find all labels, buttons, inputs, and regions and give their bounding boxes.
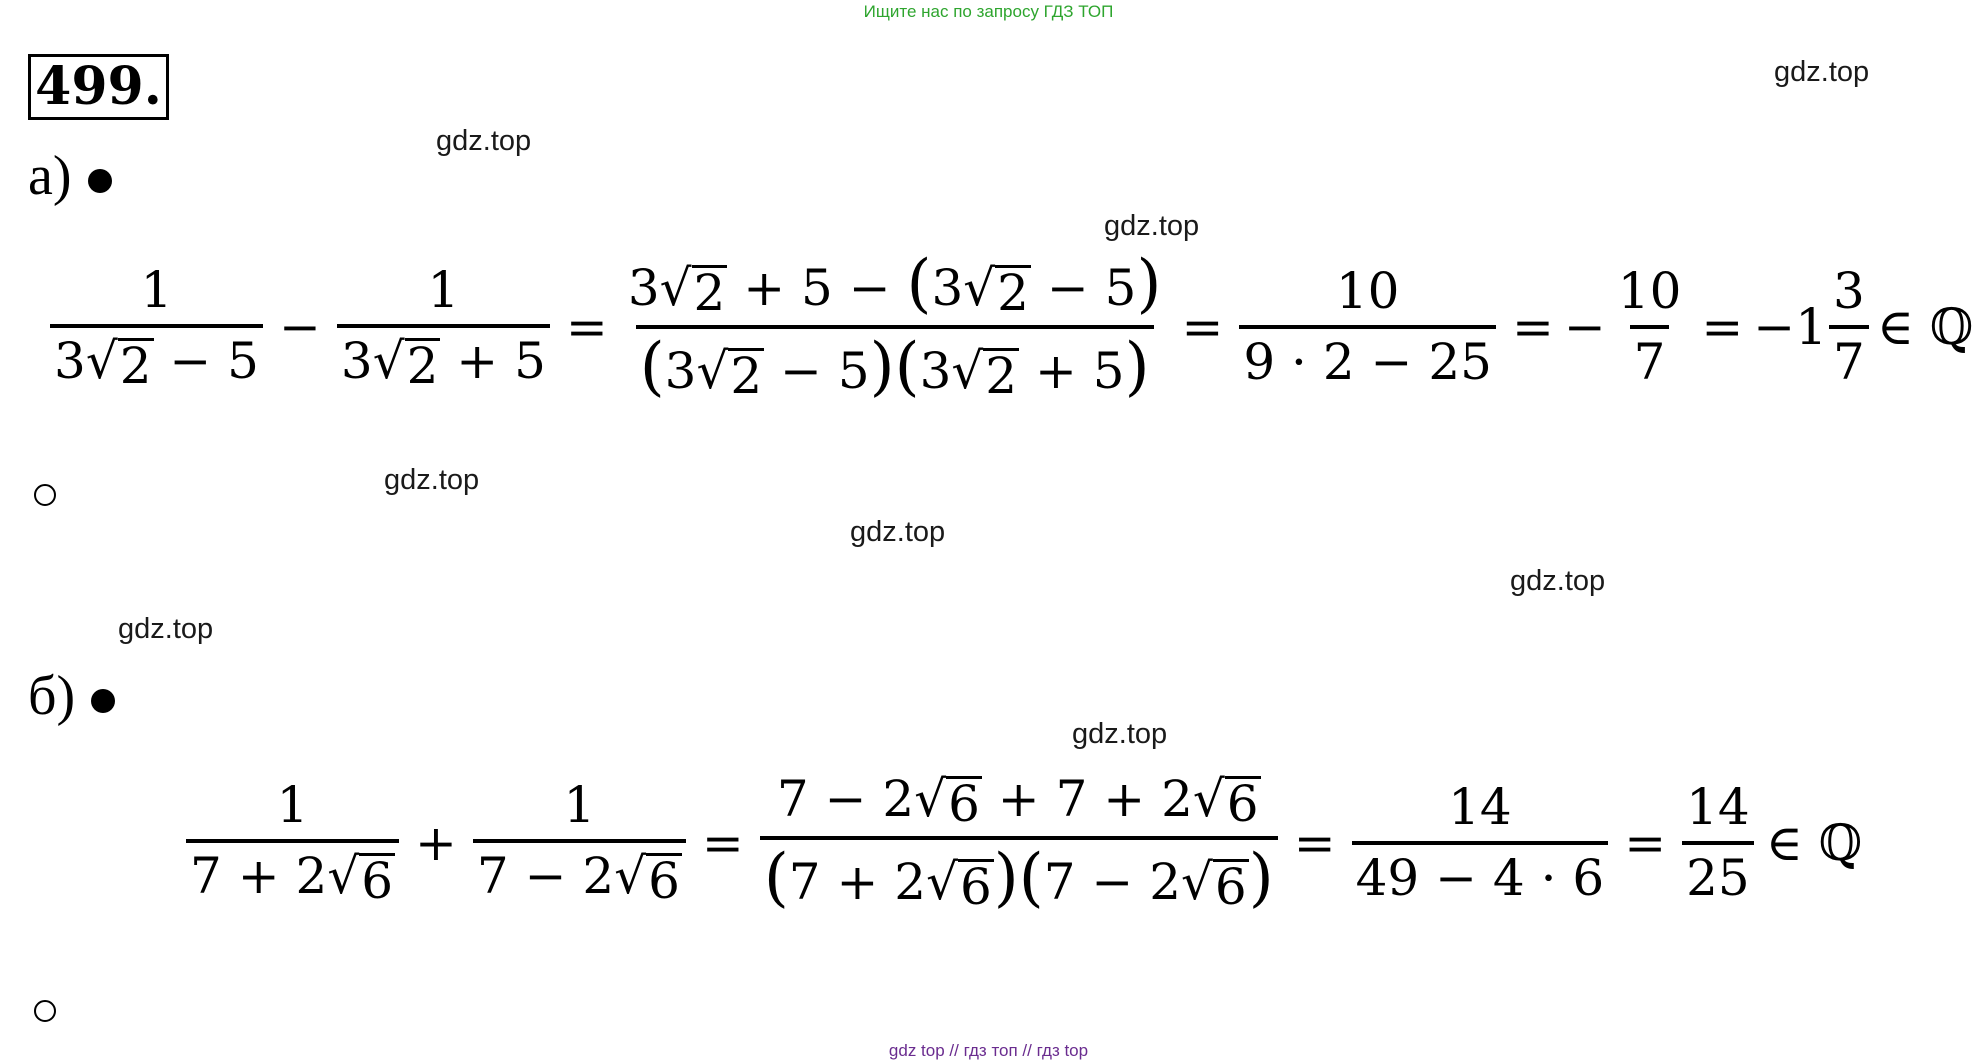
fraction xyxy=(754,770,1284,916)
equals-sign: = xyxy=(565,298,608,356)
fraction xyxy=(44,260,269,395)
numerator: 3 √ 2 + 5 − (3 √ 2 − 5) xyxy=(627,247,1162,322)
fraction xyxy=(180,776,405,910)
fraction xyxy=(467,776,692,910)
fraction xyxy=(1346,777,1615,907)
footer-watermark: gdz top // гдз топ // гдз top xyxy=(888,1041,1089,1060)
watermark: gdz.top xyxy=(1104,210,1200,242)
denominator: 3 √ 2 + 5 xyxy=(337,324,550,392)
equation-b xyxy=(180,770,1863,916)
watermark: gdz.top xyxy=(1774,56,1870,88)
denominator: 7 + 2 √ 6 xyxy=(186,839,399,907)
numerator: 7 − 2 √ 6 + 7 + 2 √ 6 xyxy=(776,770,1259,833)
numerator: 1 xyxy=(140,260,173,319)
operator: − xyxy=(1563,298,1606,356)
mixed-number xyxy=(1753,264,1871,390)
sqrt-icon: √ 6 xyxy=(614,847,680,910)
equals-sign: = xyxy=(1701,298,1744,356)
sqrt-icon: √ 6 xyxy=(1181,853,1247,916)
equals-sign: = xyxy=(1181,298,1224,356)
denominator: 7 xyxy=(1630,325,1670,390)
equals-sign: = xyxy=(1511,298,1554,356)
equals-sign: = xyxy=(701,813,744,872)
denominator: (3 √ 2 − 5)(3 √ 2 + 5) xyxy=(636,325,1154,402)
equals-sign: = xyxy=(1624,813,1667,872)
sqrt-icon: √ 2 xyxy=(951,342,1018,405)
sqrt-icon: √ 2 xyxy=(659,259,726,322)
operator: − xyxy=(279,298,321,356)
numerator: 14 xyxy=(1686,777,1750,836)
filled-bullet-icon xyxy=(91,689,115,713)
open-bullet-icon xyxy=(34,1000,56,1022)
watermark: gdz.top xyxy=(850,516,946,548)
equals-sign: = xyxy=(1293,813,1336,872)
membership-rationals: ∈ ℚ xyxy=(1765,813,1863,872)
filled-bullet-icon xyxy=(88,169,112,193)
fraction xyxy=(1676,777,1760,907)
operator: + xyxy=(415,813,457,872)
sqrt-icon: √ 6 xyxy=(327,847,393,910)
fraction xyxy=(331,260,556,395)
denominator: 7 xyxy=(1829,325,1869,390)
part-b-label-row xyxy=(28,665,115,727)
numerator: 1 xyxy=(427,260,460,319)
numerator: 1 xyxy=(276,776,309,834)
sqrt-icon: √ 2 xyxy=(372,331,439,395)
watermark: gdz.top xyxy=(118,613,214,645)
denominator: 7 − 2 √ 6 xyxy=(473,839,686,907)
sqrt-icon: √ 6 xyxy=(926,853,992,916)
equation-a xyxy=(44,247,1974,405)
numerator: 14 xyxy=(1448,777,1512,836)
denominator: 9 · 2 − 25 xyxy=(1239,325,1496,390)
fraction xyxy=(1608,264,1692,390)
numerator: 3 xyxy=(1833,262,1865,320)
watermark: gdz.top xyxy=(1072,718,1168,750)
watermark: gdz.top xyxy=(384,464,480,496)
mixed-whole: −1 xyxy=(1753,298,1828,356)
denominator: 25 xyxy=(1682,841,1754,906)
sqrt-icon: √ 6 xyxy=(914,770,980,833)
fraction xyxy=(1233,264,1502,390)
fraction xyxy=(1827,264,1871,390)
fraction xyxy=(618,247,1172,405)
sqrt-icon: √ 6 xyxy=(1192,770,1259,833)
sqrt-icon: √ 2 xyxy=(963,259,1029,322)
denominator: (7 + 2 √ 6 )(7 − 2 √ 6 ) xyxy=(760,836,1278,913)
part-a-label: а) xyxy=(28,145,72,207)
denominator: 3 √ 2 − 5 xyxy=(50,324,263,392)
top-banner: Ищите нас по запросу ГДЗ ТОП xyxy=(863,2,1114,21)
sqrt-icon: √ 2 xyxy=(696,342,763,405)
part-a-label-row xyxy=(28,145,112,207)
denominator: 49 − 4 · 6 xyxy=(1352,841,1609,906)
part-b-label: б) xyxy=(28,665,76,727)
open-bullet-icon xyxy=(34,484,56,506)
membership-rationals: ∈ ℚ xyxy=(1876,298,1974,356)
numerator: 10 xyxy=(1335,262,1400,320)
sqrt-icon: √ 2 xyxy=(85,331,152,395)
watermark: gdz.top xyxy=(1510,565,1606,597)
numerator: 1 xyxy=(563,776,596,834)
numerator: 10 xyxy=(1617,262,1682,320)
problem-number: 499. xyxy=(28,54,169,120)
watermark: gdz.top xyxy=(436,125,532,157)
